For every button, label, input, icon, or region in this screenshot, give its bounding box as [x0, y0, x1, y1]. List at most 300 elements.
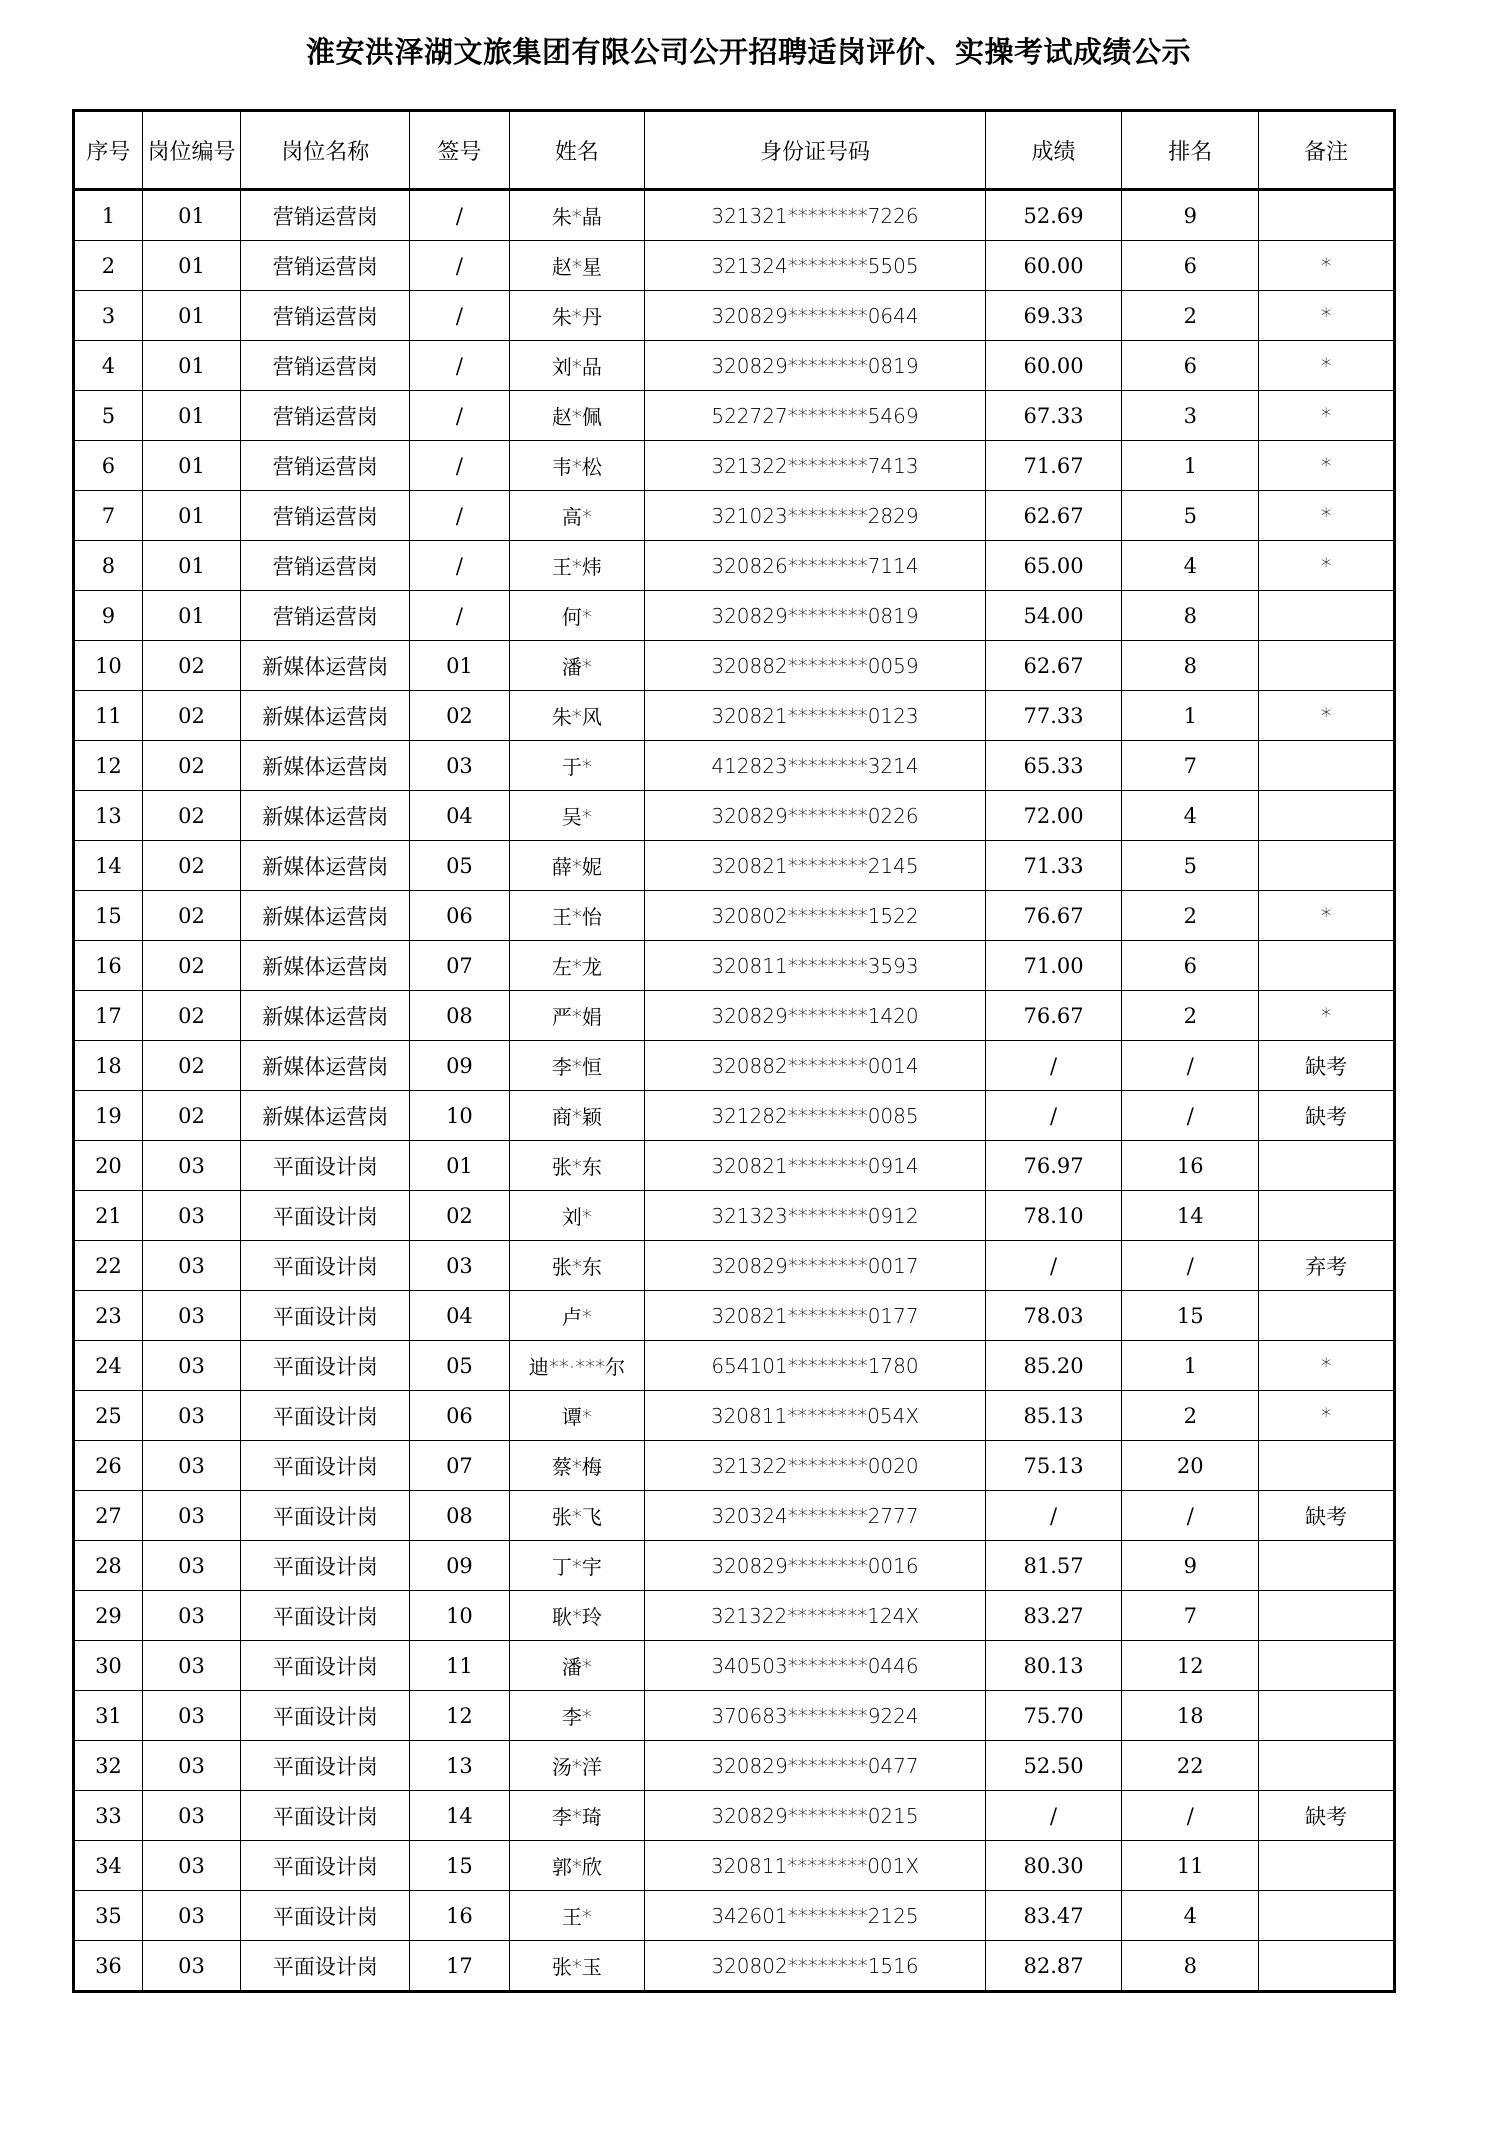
cell-score: 71.67 — [985, 441, 1122, 491]
cell-remark: * — [1259, 241, 1395, 291]
cell-post-code: 02 — [142, 841, 240, 891]
cell-draw-number: 10 — [410, 1591, 509, 1641]
cell-remark — [1259, 741, 1395, 791]
cell-seq: 18 — [74, 1041, 143, 1091]
cell-rank: 12 — [1122, 1641, 1259, 1691]
cell-rank: 8 — [1122, 1941, 1259, 1992]
table-row — [74, 491, 1395, 541]
table-row — [74, 841, 1395, 891]
cell-draw-number: 06 — [410, 891, 509, 941]
cell-draw-number: / — [410, 190, 509, 241]
cell-score: 60.00 — [985, 241, 1122, 291]
cell-post-name: 营销运营岗 — [241, 491, 410, 541]
cell-score: 65.00 — [985, 541, 1122, 591]
header-cell-seq: 序号 — [74, 111, 143, 190]
table-row — [74, 941, 1395, 991]
cell-remark: * — [1259, 991, 1395, 1041]
cell-post-code: 03 — [142, 1341, 240, 1391]
page-title: 淮安洪泽湖文旅集团有限公司公开招聘适岗评价、实操考试成绩公示 — [305, 35, 1191, 69]
cell-post-name: 新媒体运营岗 — [241, 641, 410, 691]
cell-id-number: 320829********0819 — [645, 591, 985, 641]
cell-rank: 5 — [1122, 491, 1259, 541]
cell-remark — [1259, 1641, 1395, 1691]
cell-score: 76.67 — [985, 891, 1122, 941]
cell-seq: 27 — [74, 1491, 143, 1541]
cell-name: 耿*玲 — [509, 1591, 645, 1641]
table-row — [74, 391, 1395, 441]
cell-id-number: 321322********0020 — [645, 1441, 985, 1491]
cell-post-code: 01 — [142, 441, 240, 491]
cell-post-code: 03 — [142, 1391, 240, 1441]
cell-score: 62.67 — [985, 641, 1122, 691]
cell-post-code: 03 — [142, 1441, 240, 1491]
cell-post-name: 新媒体运营岗 — [241, 991, 410, 1041]
cell-remark: * — [1259, 341, 1395, 391]
cell-id-number: 321322********7413 — [645, 441, 985, 491]
cell-score: 72.00 — [985, 791, 1122, 841]
table-row — [74, 791, 1395, 841]
cell-seq: 23 — [74, 1291, 143, 1341]
cell-seq: 19 — [74, 1091, 143, 1141]
cell-post-name: 平面设计岗 — [241, 1141, 410, 1191]
cell-seq: 15 — [74, 891, 143, 941]
cell-rank: 18 — [1122, 1691, 1259, 1741]
cell-rank: 16 — [1122, 1141, 1259, 1191]
cell-rank: / — [1122, 1491, 1259, 1541]
cell-seq: 6 — [74, 441, 143, 491]
cell-post-code: 03 — [142, 1841, 240, 1891]
cell-post-code: 01 — [142, 291, 240, 341]
cell-seq: 4 — [74, 341, 143, 391]
cell-name: 郭*欣 — [509, 1841, 645, 1891]
cell-seq: 11 — [74, 691, 143, 741]
cell-rank: 1 — [1122, 441, 1259, 491]
cell-id-number: 321323********0912 — [645, 1191, 985, 1241]
cell-id-number: 522727********5469 — [645, 391, 985, 441]
table-row — [74, 1141, 1395, 1191]
cell-draw-number: 16 — [410, 1891, 509, 1941]
cell-name: 蔡*梅 — [509, 1441, 645, 1491]
cell-remark — [1259, 1591, 1395, 1641]
cell-name: 李*恒 — [509, 1041, 645, 1091]
cell-score: 54.00 — [985, 591, 1122, 641]
cell-id-number: 320829********0477 — [645, 1741, 985, 1791]
cell-post-code: 02 — [142, 991, 240, 1041]
cell-score: 62.67 — [985, 491, 1122, 541]
cell-draw-number: 06 — [410, 1391, 509, 1441]
table-row — [74, 241, 1395, 291]
cell-post-name: 新媒体运营岗 — [241, 1041, 410, 1091]
cell-rank: 22 — [1122, 1741, 1259, 1791]
cell-rank: 6 — [1122, 341, 1259, 391]
cell-score: 83.27 — [985, 1591, 1122, 1641]
cell-post-name: 平面设计岗 — [241, 1791, 410, 1841]
cell-name: 赵*星 — [509, 241, 645, 291]
cell-draw-number: 07 — [410, 1441, 509, 1491]
cell-remark — [1259, 1541, 1395, 1591]
cell-name: 于* — [509, 741, 645, 791]
cell-name: 刘*品 — [509, 341, 645, 391]
table-row — [74, 1391, 1395, 1441]
cell-draw-number: 08 — [410, 1491, 509, 1541]
table-row — [74, 1491, 1395, 1541]
cell-seq: 26 — [74, 1441, 143, 1491]
cell-remark — [1259, 1941, 1395, 1992]
cell-remark — [1259, 841, 1395, 891]
cell-remark — [1259, 190, 1395, 241]
cell-rank: 2 — [1122, 291, 1259, 341]
score-table — [72, 109, 1396, 1993]
cell-remark: * — [1259, 1391, 1395, 1441]
cell-rank: 1 — [1122, 1341, 1259, 1391]
cell-seq: 13 — [74, 791, 143, 841]
table-row — [74, 441, 1395, 491]
cell-post-name: 营销运营岗 — [241, 591, 410, 641]
cell-score: / — [985, 1241, 1122, 1291]
cell-score: 60.00 — [985, 341, 1122, 391]
cell-id-number: 320802********1522 — [645, 891, 985, 941]
cell-name: 王* — [509, 1891, 645, 1941]
cell-seq: 5 — [74, 391, 143, 441]
cell-draw-number: / — [410, 541, 509, 591]
cell-score: 75.13 — [985, 1441, 1122, 1491]
table-row — [74, 1641, 1395, 1691]
cell-post-code: 02 — [142, 891, 240, 941]
cell-post-name: 新媒体运营岗 — [241, 1091, 410, 1141]
cell-rank: 9 — [1122, 190, 1259, 241]
cell-post-code: 03 — [142, 1891, 240, 1941]
cell-draw-number: 01 — [410, 1141, 509, 1191]
cell-seq: 34 — [74, 1841, 143, 1891]
cell-remark: 缺考 — [1259, 1041, 1395, 1091]
table-row — [74, 1841, 1395, 1891]
cell-id-number: 370683********9224 — [645, 1691, 985, 1741]
cell-score: / — [985, 1041, 1122, 1091]
cell-post-name: 营销运营岗 — [241, 341, 410, 391]
cell-post-code: 03 — [142, 1191, 240, 1241]
table-row — [74, 1291, 1395, 1341]
cell-remark — [1259, 1691, 1395, 1741]
cell-draw-number: / — [410, 241, 509, 291]
cell-id-number: 320821********0914 — [645, 1141, 985, 1191]
cell-post-name: 平面设计岗 — [241, 1191, 410, 1241]
cell-post-name: 平面设计岗 — [241, 1341, 410, 1391]
cell-remark: * — [1259, 291, 1395, 341]
cell-id-number: 412823********3214 — [645, 741, 985, 791]
cell-id-number: 321023********2829 — [645, 491, 985, 541]
header-cell-post-name: 岗位名称 — [241, 111, 410, 190]
header-cell-id-number: 身份证号码 — [645, 111, 985, 190]
cell-remark — [1259, 791, 1395, 841]
table-row — [74, 1341, 1395, 1391]
table-row — [74, 891, 1395, 941]
cell-remark: 缺考 — [1259, 1791, 1395, 1841]
cell-seq: 29 — [74, 1591, 143, 1641]
cell-id-number: 320829********0215 — [645, 1791, 985, 1841]
cell-post-code: 03 — [142, 1541, 240, 1591]
cell-score: 81.57 — [985, 1541, 1122, 1591]
cell-seq: 10 — [74, 641, 143, 691]
cell-post-name: 新媒体运营岗 — [241, 741, 410, 791]
cell-post-name: 平面设计岗 — [241, 1241, 410, 1291]
cell-remark — [1259, 1291, 1395, 1341]
cell-id-number: 342601********2125 — [645, 1891, 985, 1941]
cell-rank: 20 — [1122, 1441, 1259, 1491]
cell-score: 71.00 — [985, 941, 1122, 991]
cell-post-name: 平面设计岗 — [241, 1941, 410, 1992]
cell-name: 卢* — [509, 1291, 645, 1341]
header-cell-draw-number: 签号 — [410, 111, 509, 190]
cell-draw-number: / — [410, 441, 509, 491]
cell-post-name: 营销运营岗 — [241, 291, 410, 341]
cell-score: 52.50 — [985, 1741, 1122, 1791]
cell-score: 78.10 — [985, 1191, 1122, 1241]
cell-post-name: 平面设计岗 — [241, 1641, 410, 1691]
cell-id-number: 340503********0446 — [645, 1641, 985, 1691]
cell-draw-number: 03 — [410, 741, 509, 791]
cell-remark — [1259, 1141, 1395, 1191]
cell-rank: 8 — [1122, 641, 1259, 691]
cell-score: / — [985, 1791, 1122, 1841]
cell-rank: 4 — [1122, 791, 1259, 841]
cell-id-number: 320821********2145 — [645, 841, 985, 891]
cell-rank: 6 — [1122, 241, 1259, 291]
cell-score: / — [985, 1491, 1122, 1541]
cell-draw-number: 14 — [410, 1791, 509, 1841]
table-row — [74, 1691, 1395, 1741]
cell-score: 85.20 — [985, 1341, 1122, 1391]
cell-name: 朱*风 — [509, 691, 645, 741]
cell-rank: 3 — [1122, 391, 1259, 441]
cell-name: 王*炜 — [509, 541, 645, 591]
cell-remark — [1259, 1841, 1395, 1891]
cell-seq: 17 — [74, 991, 143, 1041]
table-row — [74, 1791, 1395, 1841]
cell-post-name: 新媒体运营岗 — [241, 891, 410, 941]
cell-draw-number: / — [410, 291, 509, 341]
cell-remark — [1259, 1741, 1395, 1791]
cell-rank: / — [1122, 1041, 1259, 1091]
cell-post-code: 02 — [142, 641, 240, 691]
cell-remark: 缺考 — [1259, 1091, 1395, 1141]
cell-name: 何* — [509, 591, 645, 641]
cell-seq: 16 — [74, 941, 143, 991]
cell-name: 刘* — [509, 1191, 645, 1241]
cell-remark — [1259, 941, 1395, 991]
cell-seq: 35 — [74, 1891, 143, 1941]
cell-name: 潘* — [509, 641, 645, 691]
cell-seq: 7 — [74, 491, 143, 541]
cell-remark: * — [1259, 891, 1395, 941]
cell-post-code: 03 — [142, 1691, 240, 1741]
cell-post-code: 02 — [142, 1091, 240, 1141]
cell-rank: / — [1122, 1791, 1259, 1841]
cell-score: 69.33 — [985, 291, 1122, 341]
table-row — [74, 1191, 1395, 1241]
cell-remark — [1259, 1191, 1395, 1241]
cell-score: 82.87 — [985, 1941, 1122, 1992]
cell-remark — [1259, 1441, 1395, 1491]
table-row — [74, 341, 1395, 391]
cell-seq: 3 — [74, 291, 143, 341]
cell-id-number: 320829********0226 — [645, 791, 985, 841]
cell-score: 78.03 — [985, 1291, 1122, 1341]
cell-rank: 8 — [1122, 591, 1259, 641]
cell-post-code: 03 — [142, 1641, 240, 1691]
cell-draw-number: 09 — [410, 1041, 509, 1091]
cell-draw-number: 13 — [410, 1741, 509, 1791]
table-row — [74, 190, 1395, 241]
cell-seq: 21 — [74, 1191, 143, 1241]
cell-seq: 30 — [74, 1641, 143, 1691]
cell-score: 76.97 — [985, 1141, 1122, 1191]
header-row — [74, 111, 1395, 190]
cell-score: 77.33 — [985, 691, 1122, 741]
cell-rank: 4 — [1122, 1891, 1259, 1941]
table-row — [74, 1241, 1395, 1291]
cell-name: 丁*宇 — [509, 1541, 645, 1591]
cell-score: 67.33 — [985, 391, 1122, 441]
cell-post-name: 平面设计岗 — [241, 1291, 410, 1341]
cell-name: 吴* — [509, 791, 645, 841]
cell-rank: 2 — [1122, 1391, 1259, 1441]
cell-draw-number: 11 — [410, 1641, 509, 1691]
cell-rank: 5 — [1122, 841, 1259, 891]
cell-post-code: 02 — [142, 1041, 240, 1091]
header-cell-name: 姓名 — [509, 111, 645, 190]
cell-post-name: 营销运营岗 — [241, 241, 410, 291]
cell-score: 76.67 — [985, 991, 1122, 1041]
cell-id-number: 654101********1780 — [645, 1341, 985, 1391]
cell-post-code: 02 — [142, 791, 240, 841]
cell-name: 朱*丹 — [509, 291, 645, 341]
cell-post-code: 01 — [142, 391, 240, 441]
cell-id-number: 321324********5505 — [645, 241, 985, 291]
cell-remark: * — [1259, 1341, 1395, 1391]
cell-score: 71.33 — [985, 841, 1122, 891]
cell-id-number: 320811********054X — [645, 1391, 985, 1441]
cell-rank: / — [1122, 1241, 1259, 1291]
cell-id-number: 320811********001X — [645, 1841, 985, 1891]
cell-remark: 缺考 — [1259, 1491, 1395, 1541]
cell-score: 65.33 — [985, 741, 1122, 791]
cell-post-code: 03 — [142, 1141, 240, 1191]
table-row — [74, 1041, 1395, 1091]
cell-name: 李*琦 — [509, 1791, 645, 1841]
cell-draw-number: / — [410, 341, 509, 391]
cell-id-number: 320821********0177 — [645, 1291, 985, 1341]
cell-remark: * — [1259, 441, 1395, 491]
cell-post-code: 02 — [142, 741, 240, 791]
cell-rank: 4 — [1122, 541, 1259, 591]
table-row — [74, 991, 1395, 1041]
cell-post-name: 新媒体运营岗 — [241, 691, 410, 741]
cell-post-code: 02 — [142, 691, 240, 741]
cell-name: 左*龙 — [509, 941, 645, 991]
cell-seq: 1 — [74, 190, 143, 241]
cell-id-number: 320802********1516 — [645, 1941, 985, 1992]
cell-post-code: 03 — [142, 1291, 240, 1341]
cell-id-number: 320829********0644 — [645, 291, 985, 341]
cell-post-code: 03 — [142, 1591, 240, 1641]
cell-draw-number: 17 — [410, 1941, 509, 1992]
cell-post-name: 平面设计岗 — [241, 1441, 410, 1491]
cell-post-name: 新媒体运营岗 — [241, 941, 410, 991]
cell-rank: 2 — [1122, 991, 1259, 1041]
cell-post-name: 平面设计岗 — [241, 1741, 410, 1791]
cell-draw-number: 03 — [410, 1241, 509, 1291]
cell-post-name: 营销运营岗 — [241, 541, 410, 591]
score-table-body — [74, 190, 1395, 1992]
cell-score: 80.30 — [985, 1841, 1122, 1891]
table-row — [74, 691, 1395, 741]
cell-post-code: 01 — [142, 541, 240, 591]
cell-draw-number: / — [410, 591, 509, 641]
cell-name: 严*娟 — [509, 991, 645, 1041]
cell-id-number: 321282********0085 — [645, 1091, 985, 1141]
cell-name: 高* — [509, 491, 645, 541]
cell-post-name: 平面设计岗 — [241, 1891, 410, 1941]
cell-name: 迪**·***尔 — [509, 1341, 645, 1391]
table-row — [74, 1091, 1395, 1141]
cell-rank: 9 — [1122, 1541, 1259, 1591]
cell-seq: 36 — [74, 1941, 143, 1992]
cell-post-code: 01 — [142, 190, 240, 241]
cell-seq: 33 — [74, 1791, 143, 1841]
cell-rank: 7 — [1122, 741, 1259, 791]
cell-post-code: 03 — [142, 1791, 240, 1841]
cell-seq: 14 — [74, 841, 143, 891]
cell-post-code: 01 — [142, 591, 240, 641]
cell-post-code: 03 — [142, 1941, 240, 1992]
cell-post-name: 平面设计岗 — [241, 1391, 410, 1441]
cell-post-code: 03 — [142, 1491, 240, 1541]
cell-post-name: 平面设计岗 — [241, 1841, 410, 1891]
cell-rank: 14 — [1122, 1191, 1259, 1241]
cell-draw-number: 02 — [410, 1191, 509, 1241]
cell-post-code: 01 — [142, 241, 240, 291]
cell-id-number: 321322********124X — [645, 1591, 985, 1641]
cell-seq: 12 — [74, 741, 143, 791]
cell-score: 75.70 — [985, 1691, 1122, 1741]
cell-post-code: 01 — [142, 341, 240, 391]
cell-post-code: 03 — [142, 1241, 240, 1291]
cell-id-number: 321321********7226 — [645, 190, 985, 241]
cell-remark — [1259, 591, 1395, 641]
cell-remark: 弃考 — [1259, 1241, 1395, 1291]
table-row — [74, 1941, 1395, 1992]
cell-seq: 28 — [74, 1541, 143, 1591]
cell-draw-number: 05 — [410, 841, 509, 891]
cell-rank: 15 — [1122, 1291, 1259, 1341]
cell-id-number: 320882********0059 — [645, 641, 985, 691]
cell-name: 赵*佩 — [509, 391, 645, 441]
cell-seq: 24 — [74, 1341, 143, 1391]
table-row — [74, 1541, 1395, 1591]
cell-name: 商*颖 — [509, 1091, 645, 1141]
table-row — [74, 641, 1395, 691]
cell-id-number: 320811********3593 — [645, 941, 985, 991]
cell-name: 朱*晶 — [509, 190, 645, 241]
cell-post-name: 平面设计岗 — [241, 1691, 410, 1741]
cell-draw-number: 04 — [410, 1291, 509, 1341]
cell-name: 谭* — [509, 1391, 645, 1441]
cell-remark: * — [1259, 541, 1395, 591]
cell-score: 80.13 — [985, 1641, 1122, 1691]
cell-draw-number: / — [410, 491, 509, 541]
cell-draw-number: 07 — [410, 941, 509, 991]
cell-draw-number: 01 — [410, 641, 509, 691]
